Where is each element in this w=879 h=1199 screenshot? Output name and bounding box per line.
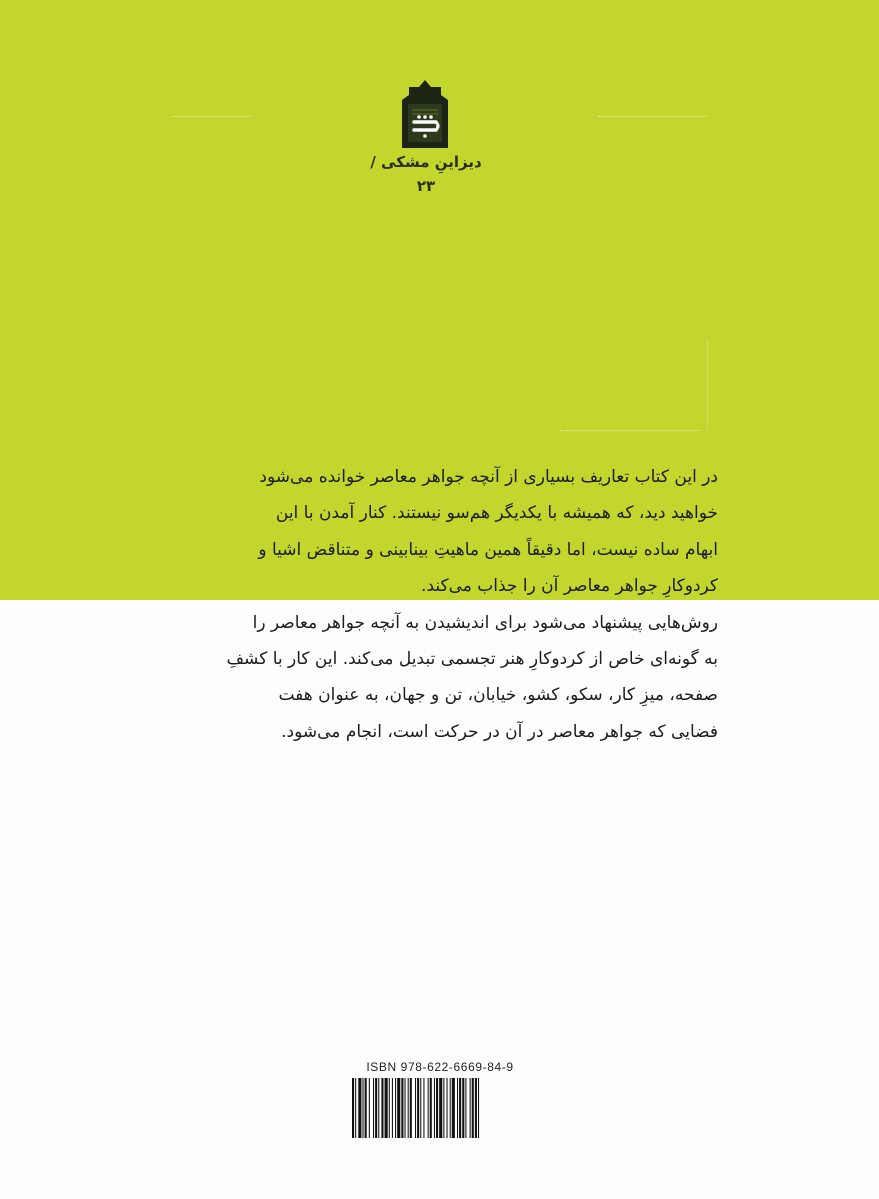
barcode-bar: [450, 1078, 451, 1138]
barcode-bar: [436, 1078, 438, 1138]
blurb-line: خواهید دید، که همیشه با یکدیگر هم‌سو نیستند. کنار آمدن با این: [275, 503, 718, 524]
barcode-bar: [408, 1078, 409, 1138]
barcode-bar: [385, 1078, 388, 1138]
barcode-bar: [365, 1078, 367, 1138]
barcode-bar: [373, 1078, 374, 1138]
barcode-bar: [478, 1078, 479, 1138]
barcode-bar: [355, 1078, 356, 1138]
decorative-dotted-line: [598, 116, 708, 117]
barcode-bar: [457, 1078, 458, 1138]
publisher-emblem-icon: [398, 78, 452, 150]
barcode-bar: [475, 1078, 477, 1138]
barcode-bar: [459, 1078, 461, 1138]
decorative-dotted-line: [172, 116, 252, 117]
blurb-line: صفحه، میزِ کار، سکو، کشو، خیابان، تن و جهان، به عنوان هفت: [278, 685, 718, 706]
barcode-bar: [375, 1078, 377, 1138]
barcode-bar: [363, 1078, 364, 1138]
barcode-bar: [423, 1078, 424, 1138]
blurb-line: کردوکارِ جواهر معاصر آن را جذاب می‌کند.: [421, 576, 718, 597]
barcode-bar: [465, 1078, 466, 1138]
isbn-barcode: [350, 1078, 530, 1138]
barcode-bar: [447, 1078, 448, 1138]
barcode-bar: [369, 1078, 370, 1138]
blurb-line: روش‌هایی پیشنهاد می‌شود برای اندیشیدن به آنچه جواهر معاصر را: [252, 612, 718, 633]
barcode-bar: [417, 1078, 419, 1138]
barcode-bar: [439, 1078, 442, 1138]
blurb-line: فضایی که جواهر معاصر در آن در حرکت است، انجام می‌شود.: [281, 721, 718, 742]
barcode-bar: [352, 1078, 354, 1138]
blurb-line: در این کتاب تعاریف بسیاری از آنچه جواهر معاصر خوانده می‌شود: [259, 467, 718, 487]
barcode-bar: [392, 1078, 393, 1138]
barcode-bar: [358, 1078, 361, 1138]
barcode-bar: [472, 1078, 474, 1138]
barcode-bar: [389, 1078, 390, 1138]
barcode-bar: [381, 1078, 383, 1138]
decorative-dotted-line: [707, 340, 708, 430]
barcode-bar: [415, 1078, 416, 1138]
blurb-line: به گونه‌ای خاص از کردوکارِ هنر تجسمی تبدیل می‌کند. این کار با کشفِ: [226, 649, 718, 670]
barcode-bar: [378, 1078, 379, 1138]
barcode-bar: [434, 1078, 435, 1138]
series-label: دیزاینِ مشکی / ۲۳: [370, 153, 482, 195]
barcode-bar: [428, 1078, 429, 1138]
barcode-bar: [452, 1078, 455, 1138]
barcode-bar: [430, 1078, 432, 1138]
barcode-bar: [401, 1078, 403, 1138]
decorative-dotted-line: [560, 430, 700, 431]
barcode-bar: [462, 1078, 464, 1138]
barcode-bar: [470, 1078, 471, 1138]
barcode-bar: [410, 1078, 412, 1138]
barcode-bar: [420, 1078, 421, 1138]
isbn-text: ISBN 978-622-6669-84-9: [366, 1060, 514, 1074]
back-cover-blurb: [226, 459, 718, 750]
blurb-line: ابهام ساده نیست، اما دقیقاً همین ماهیتِ بینابینی و متناقض اشیا و: [258, 539, 718, 560]
barcode-bar: [443, 1078, 444, 1138]
barcode-bar: [395, 1078, 396, 1138]
barcode-bar: [405, 1078, 406, 1138]
barcode-bar: [397, 1078, 400, 1138]
